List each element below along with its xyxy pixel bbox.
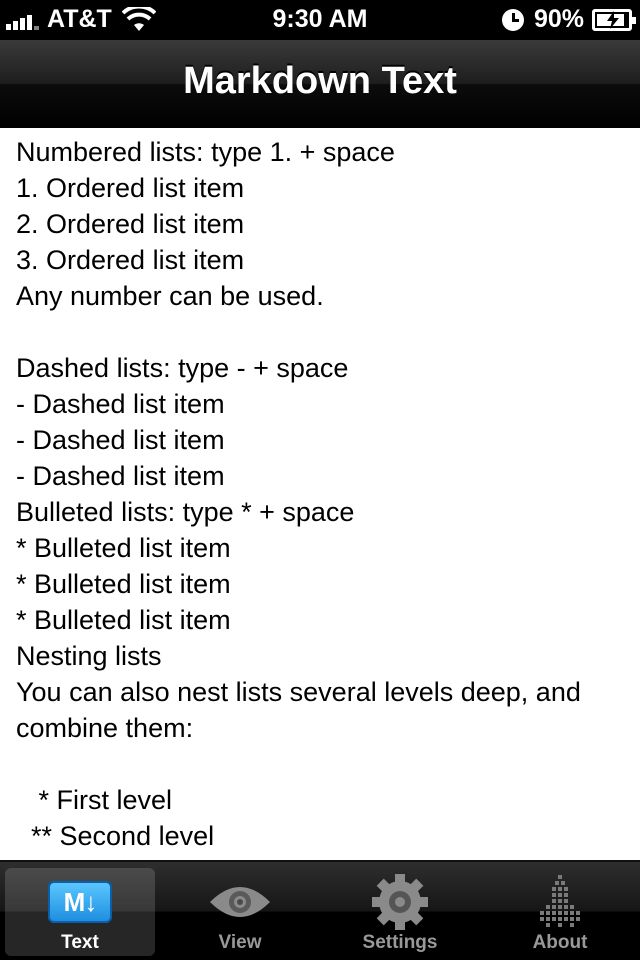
tab-about[interactable] (485, 868, 635, 956)
text-line: You can also nest lists several levels deep, and (16, 677, 581, 707)
text-line: 2. Ordered list item (16, 209, 245, 239)
text-line: * Bulleted list item (16, 533, 231, 563)
status-bar (0, 0, 640, 40)
tab-view[interactable] (165, 868, 315, 956)
text-line: Bulleted lists: type * + space (16, 497, 355, 527)
text-line: combine them: (16, 713, 194, 743)
text-line: * Bulleted list item (16, 569, 231, 599)
navigation-bar (0, 40, 640, 128)
markdown-icon: M↓ (48, 881, 112, 923)
text-line: * Bulleted list item (16, 605, 231, 635)
battery-icon (592, 9, 632, 31)
blank-line (16, 746, 624, 782)
tab-label: Text (61, 932, 99, 953)
gear-icon (370, 872, 430, 932)
alarm-clock-icon (502, 9, 524, 31)
text-line: Dashed lists: type - + space (16, 353, 349, 383)
tab-icon-container (5, 876, 155, 928)
tab-label: About (532, 932, 588, 953)
text-line: Nesting lists (16, 641, 162, 671)
text-line: Any number can be used. (16, 281, 324, 311)
status-right (502, 5, 632, 34)
blank-line (16, 314, 624, 350)
status-time: 9:30 AM (272, 5, 368, 33)
tab-icon-container (165, 876, 315, 928)
text-line: - Dashed list item (16, 461, 225, 491)
text-line: * First level (16, 785, 173, 815)
carrier-name: AT&T (47, 5, 112, 33)
tab-icon-container (325, 876, 475, 928)
text-lines (16, 134, 624, 854)
charging-bolt-icon (604, 11, 622, 29)
tab-text[interactable] (5, 868, 155, 956)
tab-label: Settings (362, 932, 438, 953)
text-line: 3. Ordered list item (16, 245, 245, 275)
text-line: - Dashed list item (16, 389, 225, 419)
tab-icon-container (485, 876, 635, 928)
battery-percentage: 90% (533, 5, 584, 33)
text-line: Numbered lists: type 1. + space (16, 137, 395, 167)
tab-bar (0, 860, 640, 960)
tab-settings[interactable] (325, 868, 475, 956)
text-line: 1. Ordered list item (16, 173, 245, 203)
text-line: - Dashed list item (16, 425, 225, 455)
eye-icon (208, 880, 272, 924)
markdown-text-editor[interactable] (0, 128, 640, 860)
tab-label: View (218, 932, 262, 953)
page-title: Markdown Text (183, 60, 457, 102)
text-line: ** Second level (16, 821, 215, 851)
rocket-icon (538, 873, 582, 931)
